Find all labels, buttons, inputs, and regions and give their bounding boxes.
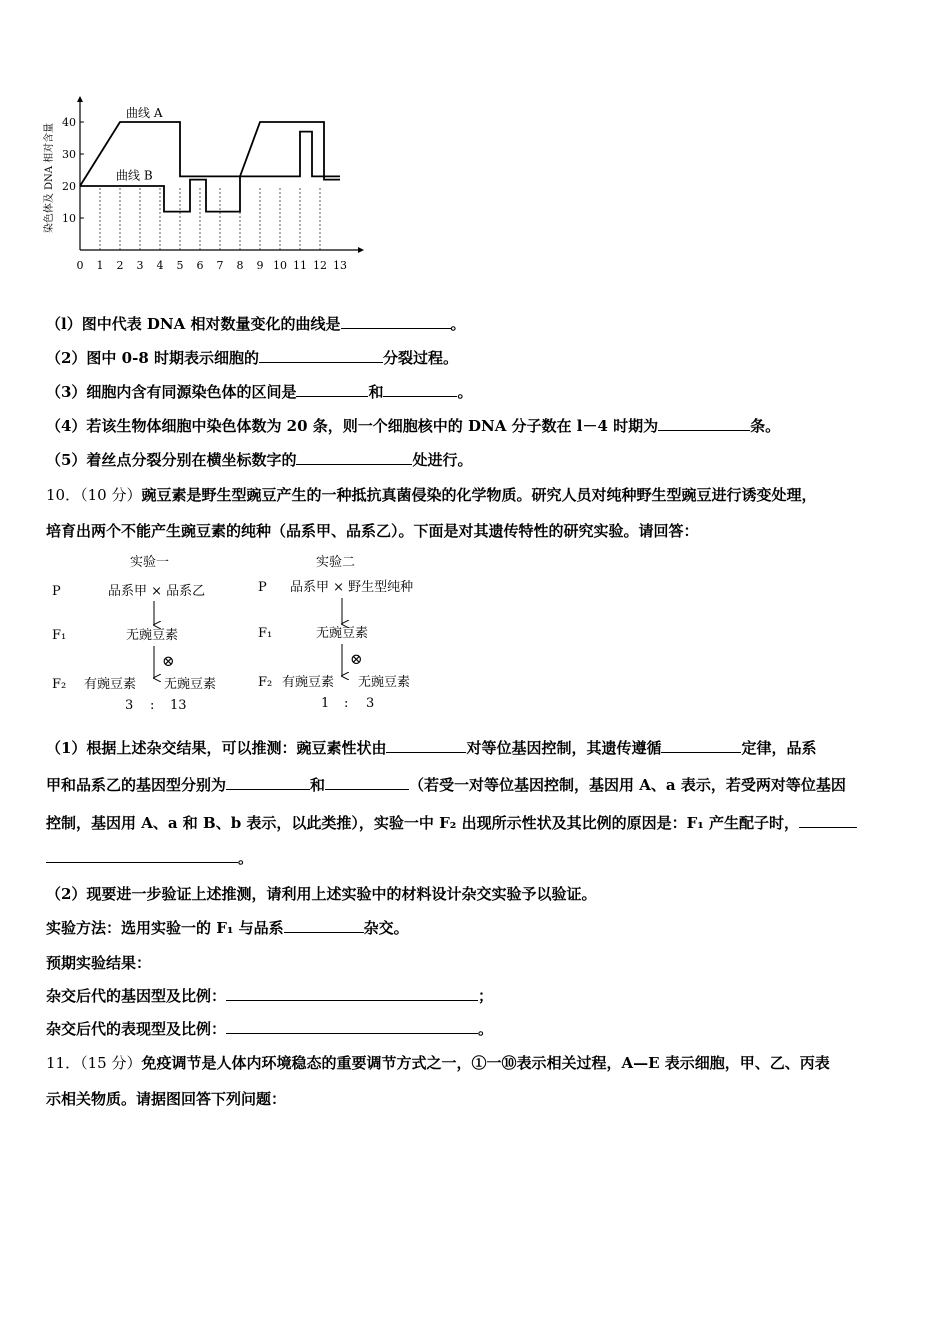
q10-1-text-f: 控制，基因用 A、a 和 B、b 表示，以此类推），实验一中 F₂ 出现所示性状及其比例的原因是：F₁ 产生配子时， xyxy=(46,814,800,832)
q10-phenotype-line xyxy=(46,1018,493,1039)
q10-sub2-line xyxy=(46,883,596,904)
exp2-f1: 无豌豆素 xyxy=(316,626,369,641)
answer-blank[interactable] xyxy=(325,775,409,790)
q9-subquestion-3 xyxy=(46,381,472,402)
q10-intro-2: 培育出两个不能产生豌豆素的纯种（品系甲、品系乙）。下面是对其遗传特性的研究实验。请回答： xyxy=(46,522,699,540)
q10-intro-line-2 xyxy=(46,520,699,541)
curve-b-label: 曲线 B xyxy=(116,168,153,183)
q9-subquestion-4 xyxy=(46,415,780,436)
q10-genotype-text: 杂交后代的基因型及比例： xyxy=(46,987,227,1005)
q10-sub1-line-1 xyxy=(46,737,816,758)
q10-phenotype-end: 。 xyxy=(478,1020,494,1038)
q9-2-end: 分裂过程。 xyxy=(382,349,458,367)
x-tick-label: 12 xyxy=(313,259,327,272)
x-axis-arrow xyxy=(358,247,364,253)
q11-line-1 xyxy=(46,1052,830,1073)
q10-method-end: 杂交。 xyxy=(363,919,409,937)
answer-blank[interactable] xyxy=(296,382,368,397)
q9-4-text: （4）若该生物体细胞中染色体数为 20 条，则一个细胞核中的 DNA 分子数在 l－4 时期为 xyxy=(46,417,659,435)
dna-chromosome-chart xyxy=(40,96,370,286)
x-tick-label: 9 xyxy=(256,259,264,272)
q9-3-and: 和 xyxy=(368,383,384,401)
q10-genotype-line xyxy=(46,985,493,1006)
answer-blank[interactable] xyxy=(661,738,741,753)
q10-1-text-c: 定律，品系 xyxy=(741,739,817,757)
exp2-parents: 品系甲 × 野生型纯种 xyxy=(290,580,414,595)
answer-blank[interactable] xyxy=(658,416,750,431)
x-tick-label: 8 xyxy=(236,259,244,272)
q9-5-text: （5）着丝点分裂分别在横坐标数字的 xyxy=(46,451,297,469)
q9-3-text: （3）细胞内含有同源染色体的区间是 xyxy=(46,383,297,401)
curve-a-label: 曲线 A xyxy=(126,106,163,121)
answer-blank[interactable] xyxy=(259,348,383,363)
q9-1-text: （l）图中代表 DNA 相对数量变化的曲线是 xyxy=(46,315,341,333)
exp2-self-icon: ⊗ xyxy=(350,650,363,668)
exp1-f2-b: 无豌豆素 xyxy=(164,677,217,692)
x-tick-label: 11 xyxy=(293,259,307,272)
exp2-ratio-b: 3 xyxy=(366,696,375,711)
q10-1-and: 和 xyxy=(310,776,326,794)
exp1-colon: : xyxy=(150,698,155,713)
x-tick-label: 0 xyxy=(76,259,84,272)
q10-expected-line xyxy=(46,952,151,973)
q10-1-text-d: 甲和品系乙的基因型分别为 xyxy=(46,776,227,794)
q9-3-end: 。 xyxy=(457,383,473,401)
exp1-f2-a: 有豌豆素 xyxy=(84,677,137,692)
q10-method-line xyxy=(46,917,409,938)
q10-2-text: （2）现要进一步验证上述推测，请利用上述实验中的材料设计杂交实验予以验证。 xyxy=(46,885,597,903)
x-tick-label: 1 xyxy=(96,259,104,272)
q10-1-text-a: （1）根据上述杂交结果，可以推测：豌豆素性状由 xyxy=(46,739,387,757)
q10-sub1-line-2 xyxy=(46,774,846,795)
y-tick-label: 30 xyxy=(62,148,76,161)
y-tick-label: 10 xyxy=(62,212,76,225)
exp1-p-label: P xyxy=(52,584,61,599)
x-tick-label: 2 xyxy=(116,259,124,272)
q9-subquestion-2 xyxy=(46,347,458,368)
q11-number: 11．（15 分） xyxy=(46,1054,142,1072)
q9-5-end: 处进行。 xyxy=(412,451,473,469)
q11-line-2 xyxy=(46,1088,286,1109)
answer-blank[interactable] xyxy=(341,314,451,329)
x-tick-label: 10 xyxy=(273,259,287,272)
answer-blank[interactable] xyxy=(383,382,457,397)
y-tick-label: 20 xyxy=(62,180,76,193)
q11-text-1: 免疫调节是人体内环境稳态的重要调节方式之一，①一⑩表示相关过程，A—E 表示细胞，甲、乙、丙表 xyxy=(141,1054,830,1072)
y-tick-label: 40 xyxy=(62,116,76,129)
exp2-f2-a: 有豌豆素 xyxy=(282,675,335,690)
exp2-colon: : xyxy=(344,696,349,711)
x-tick-label: 6 xyxy=(196,259,204,272)
exp1-ratio-b: 13 xyxy=(170,698,187,713)
q10-genotype-end: ； xyxy=(478,987,494,1005)
q10-sub1-line-4 xyxy=(46,847,253,868)
x-tick-label: 3 xyxy=(136,259,144,272)
y-axis-label: 染色体及 DNA 相对含量 xyxy=(44,122,55,234)
answer-blank[interactable] xyxy=(284,918,364,933)
q9-1-end: 。 xyxy=(450,315,466,333)
exp2-f2-b: 无豌豆素 xyxy=(358,675,411,690)
q10-number: 10．（10 分） xyxy=(46,486,142,504)
x-tick-label: 13 xyxy=(333,259,347,272)
answer-blank[interactable] xyxy=(226,1019,478,1034)
q11-text-2: 示相关物质。请据图回答下列问题： xyxy=(46,1090,287,1108)
exp2-p-label: P xyxy=(258,580,267,595)
exp1-self-icon: ⊗ xyxy=(162,652,175,670)
exp2-title: 实验二 xyxy=(316,555,356,570)
exp1-f1: 无豌豆素 xyxy=(126,628,179,643)
exp1-ratio-a: 3 xyxy=(125,698,134,713)
q10-1-text-e: （若受一对等位基因控制，基因用 A、a 表示，若受两对等位基因 xyxy=(409,776,846,794)
answer-blank[interactable] xyxy=(799,813,857,828)
q9-subquestion-1 xyxy=(46,313,466,334)
q10-1-end: 。 xyxy=(238,849,254,867)
exp1-f2-label: F₂ xyxy=(52,677,67,692)
answer-blank[interactable] xyxy=(46,848,238,863)
cross-diagram xyxy=(40,548,460,718)
exp2-f2-label: F₂ xyxy=(258,675,273,690)
answer-blank[interactable] xyxy=(226,775,310,790)
q9-2-text: （2）图中 0-8 时期表示细胞的 xyxy=(46,349,259,367)
q10-phenotype-text: 杂交后代的表现型及比例： xyxy=(46,1020,227,1038)
exp2-ratio-a: 1 xyxy=(321,696,330,711)
exp1-f1-label: F₁ xyxy=(52,628,67,643)
x-tick-label: 7 xyxy=(216,259,224,272)
answer-blank[interactable] xyxy=(386,738,466,753)
q9-4-end: 条。 xyxy=(750,417,781,435)
answer-blank[interactable] xyxy=(296,450,412,465)
q10-method-text: 实验方法：选用实验一的 F₁ 与品系 xyxy=(46,919,284,937)
exp1-parents: 品系甲 × 品系乙 xyxy=(108,584,206,599)
y-axis-arrow xyxy=(77,96,83,102)
q10-expected-text: 预期实验结果： xyxy=(46,954,152,972)
q10-sub1-line-3 xyxy=(46,812,857,833)
q10-1-text-b: 对等位基因控制，其遗传遵循 xyxy=(466,739,662,757)
x-tick-label: 5 xyxy=(176,259,184,272)
answer-blank[interactable] xyxy=(226,986,478,1001)
exp2-f1-label: F₁ xyxy=(258,626,273,641)
q10-intro-line-1 xyxy=(46,484,816,505)
x-tick-label: 4 xyxy=(156,259,164,272)
q9-subquestion-5 xyxy=(46,449,472,470)
q10-intro-1: 豌豆素是野生型豌豆产生的一种抵抗真菌侵染的化学物质。研究人员对纯种野生型豌豆进行诱变处理， xyxy=(141,486,817,504)
exp1-title: 实验一 xyxy=(130,555,170,570)
